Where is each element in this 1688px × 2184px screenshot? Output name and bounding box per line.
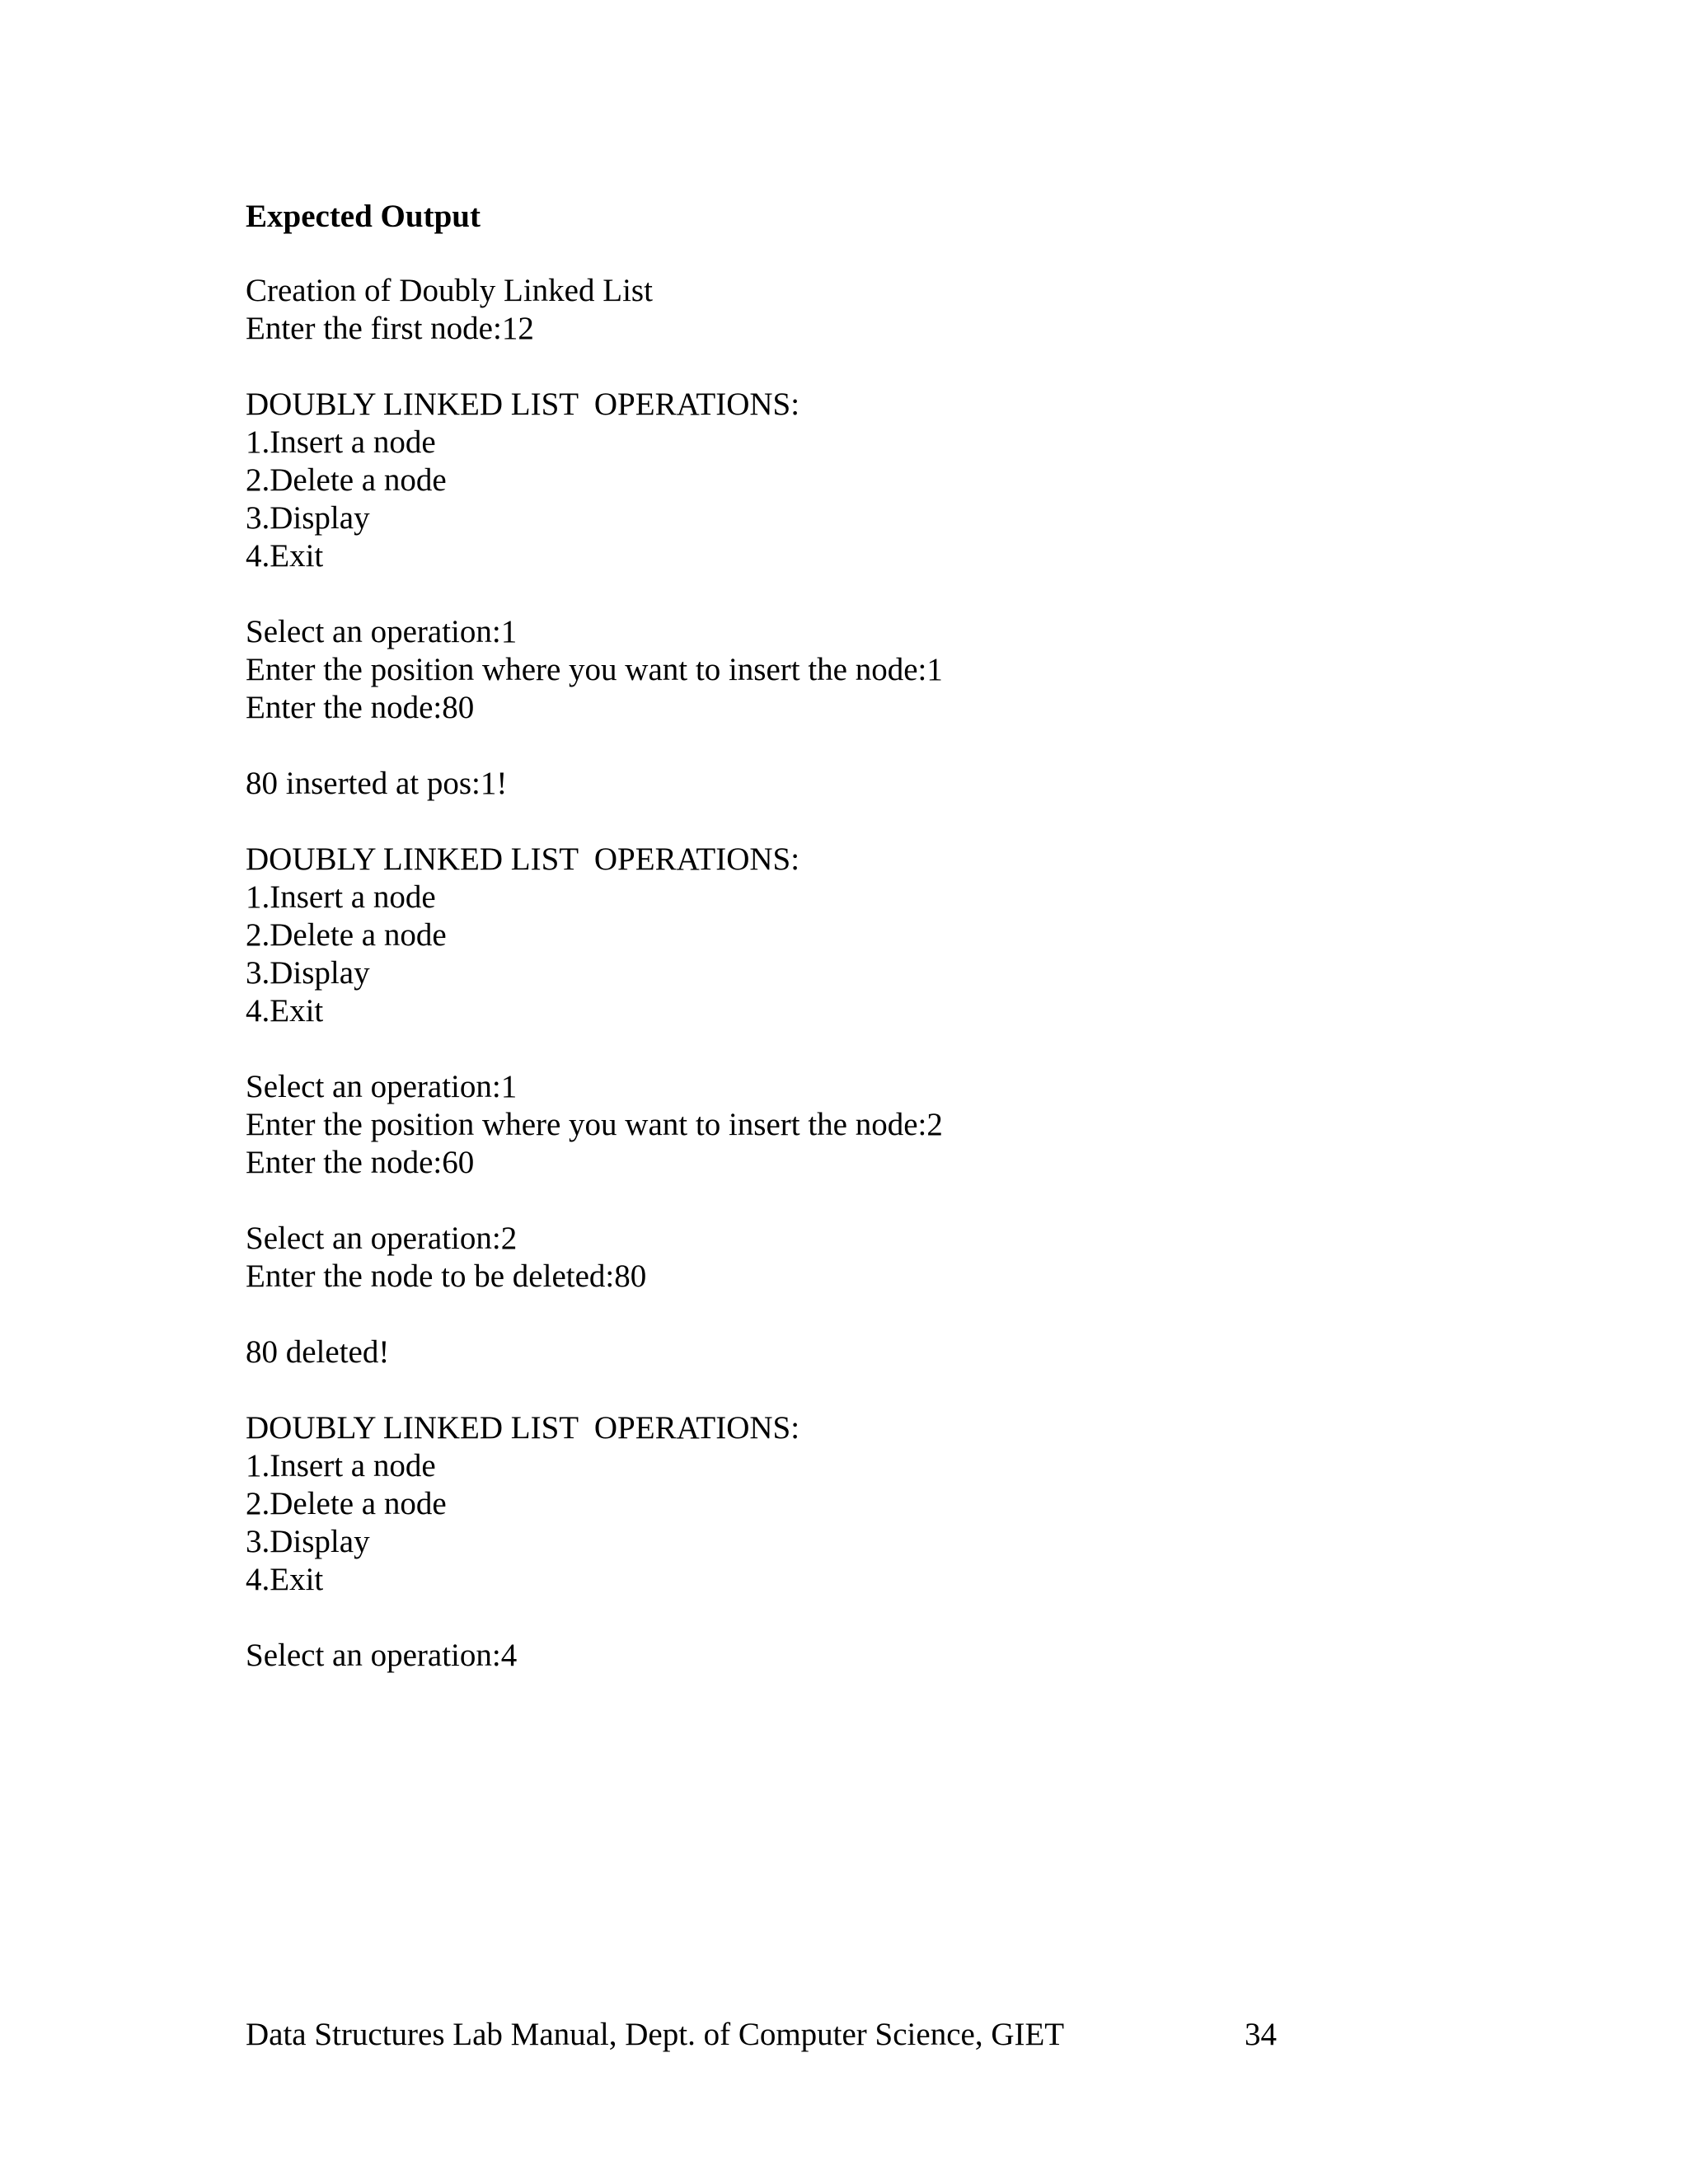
menu-item: 2.Delete a node [246,462,447,498]
menu-title: DOUBLY LINKED LIST OPERATIONS: [246,387,800,422]
output-line: Enter the node:80 [246,690,475,725]
output-line: Enter the position where you want to insert the node:2 [246,1107,943,1142]
output-line: 80 inserted at pos:1! [246,766,508,801]
footer-text: Data Structures Lab Manual, Dept. of Computer Science, GIET [246,2017,1065,2052]
output-line: Select an operation:4 [246,1638,518,1673]
menu-item: 3.Display [246,955,370,991]
menu-item: 4.Exit [246,1562,324,1597]
menu-item: 1.Insert a node [246,879,436,915]
menu-item: 4.Exit [246,993,324,1029]
section-heading: Expected Output [246,199,481,234]
menu-title: DOUBLY LINKED LIST OPERATIONS: [246,1410,800,1446]
output-block [246,1068,1482,1182]
menu-block [246,386,1482,575]
output-line: Enter the node to be deleted:80 [246,1258,647,1294]
output-line: Select an operation:1 [246,1069,518,1104]
document-body [246,198,1482,1713]
menu-item: 2.Delete a node [246,1486,447,1521]
menu-block [246,1409,1482,1599]
menu-item: 3.Display [246,1524,370,1559]
page-number: 34 [1245,2017,1277,2052]
output-line: Select an operation:2 [246,1221,518,1256]
output-block [246,1637,1482,1675]
output-block [246,765,1482,803]
output-line: 80 deleted! [246,1334,390,1370]
menu-item: 2.Delete a node [246,917,447,953]
output-block [246,272,1482,348]
menu-item: 1.Insert a node [246,1448,436,1483]
menu-title: DOUBLY LINKED LIST OPERATIONS: [246,841,800,877]
output-line: Enter the node:60 [246,1145,475,1180]
output-block [246,613,1482,727]
page-footer [246,2016,1284,2054]
output-line: Enter the first node:12 [246,311,534,346]
output-line: Enter the position where you want to insert the node:1 [246,652,943,687]
output-block [246,1333,1482,1371]
menu-item: 3.Display [246,500,370,536]
menu-item: 1.Insert a node [246,424,436,460]
output-line: Select an operation:1 [246,614,518,649]
output-line: Creation of Doubly Linked List [246,273,653,308]
output-block [246,1220,1482,1296]
menu-item: 4.Exit [246,538,324,574]
menu-block [246,841,1482,1030]
